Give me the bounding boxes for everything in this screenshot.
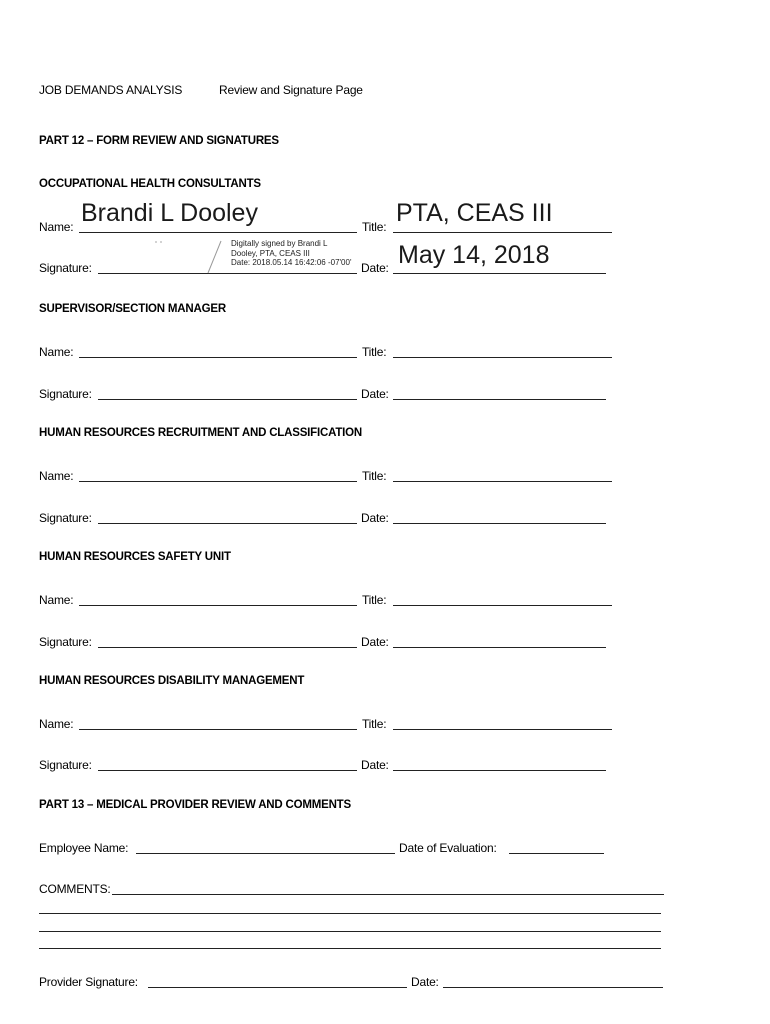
hr-disability-heading: HUMAN RESOURCES DISABILITY MANAGEMENT [39, 675, 305, 687]
name-label: Name: [39, 717, 74, 731]
occupational-health-heading: OCCUPATIONAL HEALTH CONSULTANTS [39, 178, 261, 190]
digital-signature-line: Digitally signed by Brandi L [231, 239, 328, 248]
name-label: Name: [39, 220, 74, 234]
page-title: Review and Signature Page [219, 83, 363, 97]
date-field[interactable] [393, 523, 606, 524]
digital-signature-line: Date: 2018.05.14 16:42:06 -07'00' [231, 258, 352, 267]
name-label: Name: [39, 593, 74, 607]
date-label: Date: [361, 387, 389, 401]
comments-line[interactable] [39, 931, 661, 932]
name-field[interactable] [79, 357, 357, 358]
date-field[interactable] [393, 399, 606, 400]
title-label: Title: [362, 593, 387, 607]
hr-safety-heading: HUMAN RESOURCES SAFETY UNIT [39, 551, 231, 563]
digital-signature-mark [150, 237, 230, 275]
supervisor-heading: SUPERVISOR/SECTION MANAGER [39, 303, 226, 315]
comments-line[interactable] [39, 948, 661, 949]
date-field[interactable] [393, 647, 606, 648]
name-label: Name: [39, 469, 74, 483]
digital-signature-line: Dooley, PTA, CEAS III [231, 248, 310, 258]
date-value: May 14, 2018 [398, 241, 550, 269]
title-label: Title: [362, 469, 387, 483]
name-label: Name: [39, 345, 74, 359]
date-field[interactable] [393, 273, 606, 274]
provider-date-field[interactable] [443, 987, 663, 988]
signature-label: Signature: [39, 387, 92, 401]
title-field[interactable] [393, 232, 612, 233]
title-value: PTA, CEAS III [396, 199, 553, 227]
title-field[interactable] [393, 481, 612, 482]
provider-signature-field[interactable] [148, 987, 407, 988]
signature-field[interactable] [98, 647, 357, 648]
date-of-evaluation-field[interactable] [509, 853, 604, 854]
document-title: JOB DEMANDS ANALYSIS [39, 83, 183, 97]
signature-label: Signature: [39, 635, 92, 649]
digital-signature-text [231, 239, 351, 268]
comments-line[interactable] [39, 913, 661, 914]
name-field[interactable] [79, 232, 357, 233]
name-field[interactable] [79, 729, 357, 730]
signature-field[interactable] [98, 399, 357, 400]
title-label: Title: [362, 220, 387, 234]
comments-label: COMMENTS: [39, 882, 111, 896]
name-field[interactable] [79, 605, 357, 606]
date-label: Date: [361, 635, 389, 649]
provider-date-label: Date: [411, 975, 439, 989]
part13-heading: PART 13 – MEDICAL PROVIDER REVIEW AND COMMENTS [39, 799, 351, 811]
date-label: Date: [361, 261, 389, 275]
provider-signature-label: Provider Signature: [39, 975, 138, 989]
hr-recruitment-heading: HUMAN RESOURCES RECRUITMENT AND CLASSIFICATION [39, 427, 363, 439]
title-label: Title: [362, 345, 387, 359]
employee-name-field[interactable] [136, 853, 395, 854]
part12-heading: PART 12 – FORM REVIEW AND SIGNATURES [39, 135, 279, 147]
signature-field[interactable] [98, 523, 357, 524]
signature-label: Signature: [39, 511, 92, 525]
date-of-evaluation-label: Date of Evaluation: [399, 841, 497, 855]
date-label: Date: [361, 511, 389, 525]
signature-field[interactable] [98, 770, 357, 771]
title-field[interactable] [393, 357, 612, 358]
name-value: Brandi L Dooley [81, 199, 258, 227]
title-field[interactable] [393, 605, 612, 606]
comments-field[interactable] [112, 894, 664, 895]
date-label: Date: [361, 758, 389, 772]
name-field[interactable] [79, 481, 357, 482]
employee-name-label: Employee Name: [39, 841, 129, 855]
signature-label: Signature: [39, 758, 92, 772]
signature-label: Signature: [39, 261, 92, 275]
date-field[interactable] [393, 770, 606, 771]
title-label: Title: [362, 717, 387, 731]
title-field[interactable] [393, 729, 612, 730]
